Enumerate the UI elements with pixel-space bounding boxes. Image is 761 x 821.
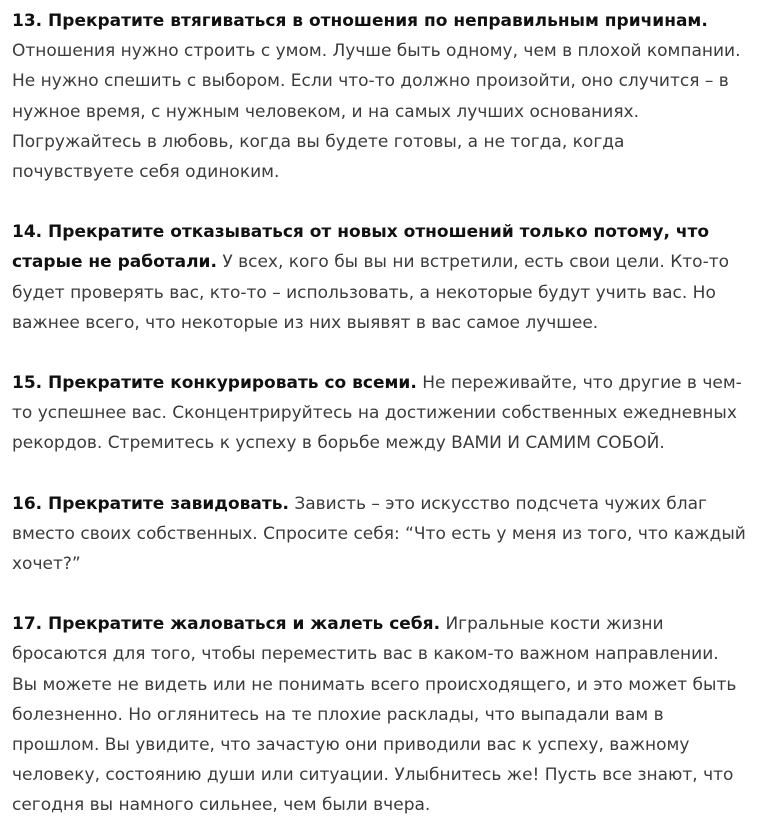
list-item-17: [12, 609, 749, 820]
item-body: Не переживайте, что другие в чем-то успешнее вас. Сконцентрируйтесь на достижении собственных ежедневных рекордов. Стремитесь к успеху в борьбе между ВАМИ И САМИМ СОБОЙ.: [12, 373, 742, 454]
item-heading: [12, 494, 289, 514]
item-number: 16.: [12, 493, 43, 514]
item-heading: [12, 373, 417, 393]
item-body: Зависть – это искусство подсчета чужих благ вместо своих собственных. Спросите себя: “Что есть у меня из того, что каждый хочет?”: [12, 493, 746, 575]
item-heading-text: Прекратите втягиваться в отношения по неправильным причинам.: [48, 11, 708, 31]
item-number: 14.: [12, 222, 43, 243]
item-body: Игральные кости жизни бросаются для того, чтобы переместить вас в каком-то важном направлении. Вы можете не видеть или не понимать всего происходящего, и это может быть болезненно. Но оглянитесь на те плохие расклады, что выпадали вам в прошлом. Вы увидите, что зачастую они приводили вас к успеху, важному человеку, состоянию души или ситуации. Улыбнитесь же! Пусть все знают, что сегодня вы намного сильнее, чем были вчера.: [12, 614, 737, 816]
item-number: 15.: [12, 373, 43, 394]
item-heading-text: Прекратите жаловаться и жалеть себя.: [48, 614, 441, 635]
item-body: У всех, кого бы вы ни встретили, есть свои цели. Кто-то будет проверять вас, кто-то – использовать, а некоторые будут учить вас. Но важнее всего, что некоторые из них выявят в вас самое лучшее.: [12, 252, 730, 333]
item-heading: [12, 614, 440, 634]
item-number: 17.: [12, 614, 43, 635]
item-number: 13.: [12, 11, 43, 31]
list-item-16: [12, 489, 749, 580]
list-item-13: [12, 6, 749, 187]
item-heading: [12, 11, 708, 31]
item-heading-text: Прекратите конкурировать со всеми.: [48, 373, 417, 394]
item-body: Отношения нужно строить с умом. Лучше быть одному, чем в плохой компании. Не нужно спешить с выбором. Если что-то должно произойти, оно случится – в нужное время, с нужным человеком, и на самых лучших основаниях. Погружайтесь в любовь, когда вы будете готовы, а не тогда, когда почувствуете себя одиноким.: [12, 41, 741, 183]
list-item-15: [12, 368, 749, 459]
item-heading-text: Прекратите отказываться от новых отношений только потому, что старые не работали.: [12, 222, 710, 273]
list-item-14: [12, 217, 749, 338]
item-heading-text: Прекратите завидовать.: [48, 493, 289, 514]
